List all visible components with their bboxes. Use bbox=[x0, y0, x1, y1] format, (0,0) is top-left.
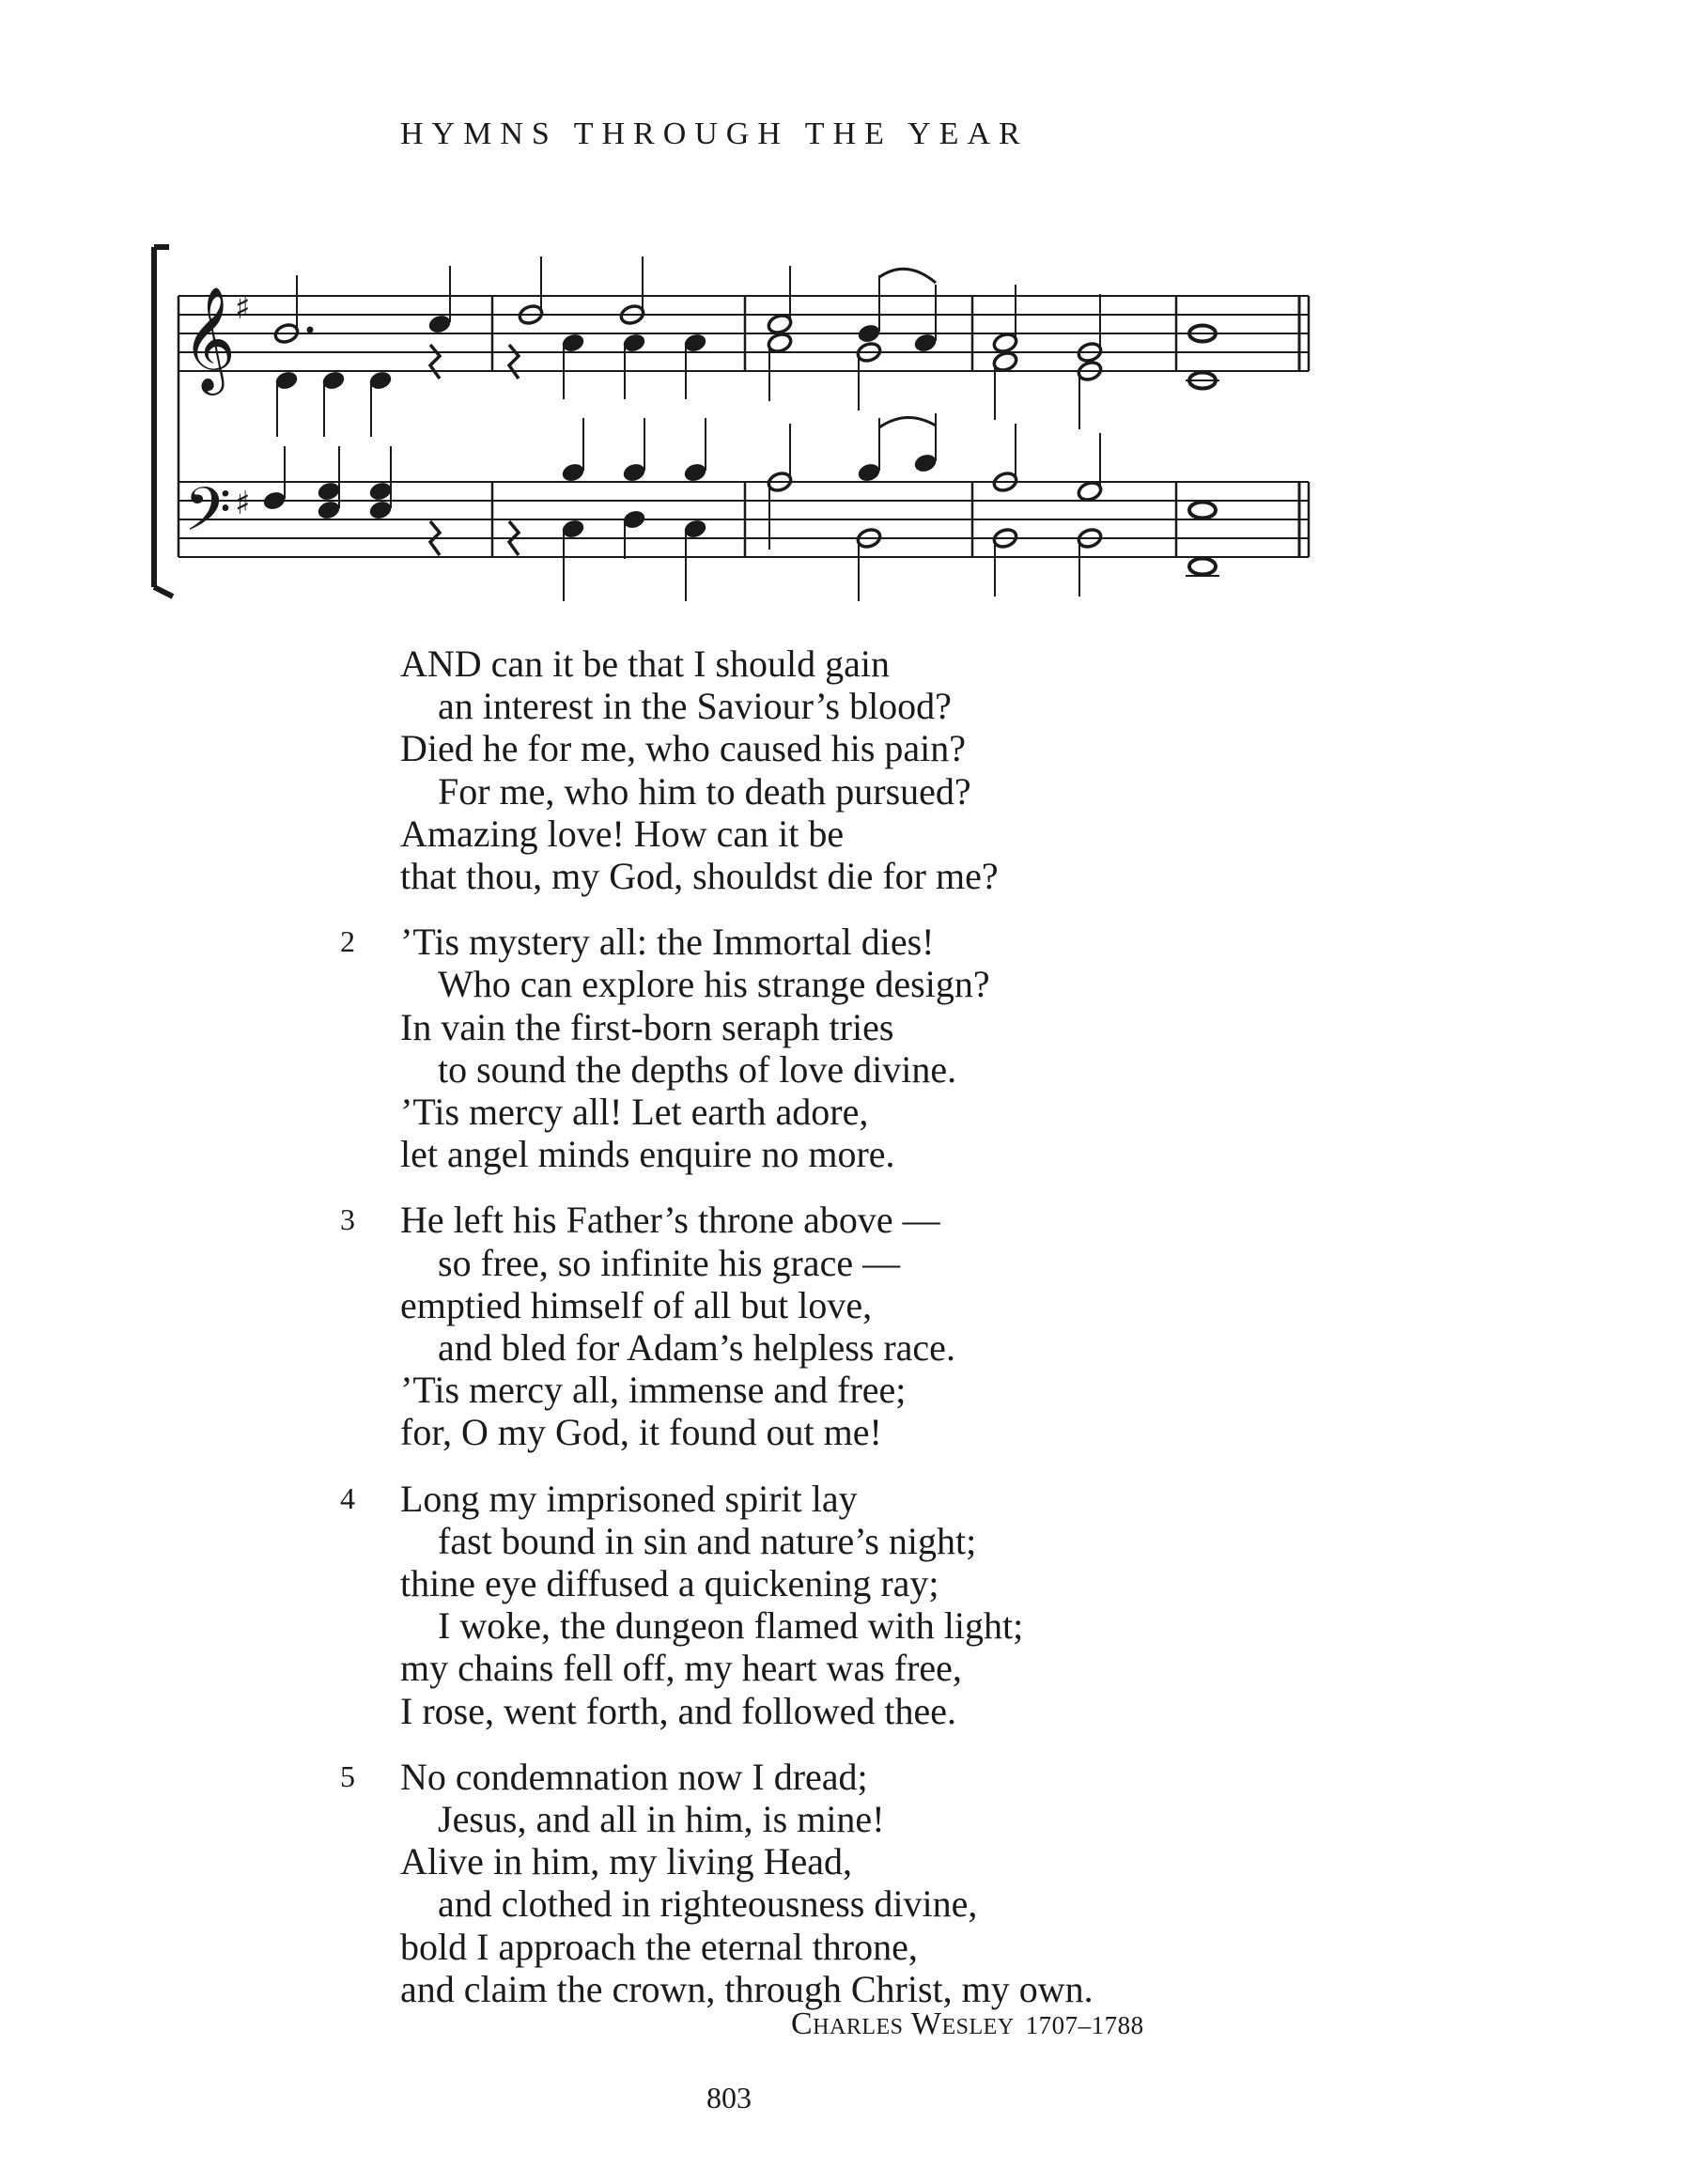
verse-line: Amazing love! How can it be bbox=[400, 812, 845, 855]
verse-number: 3 bbox=[340, 1202, 355, 1237]
verse-line: ’Tis mercy all, immense and free; bbox=[400, 1369, 907, 1412]
verse-line: In vain the first-born seraph tries bbox=[400, 1005, 894, 1048]
verse-line: thine eye diffused a quickening ray; bbox=[400, 1562, 939, 1605]
system-bracket bbox=[154, 247, 173, 596]
verse-line: AND can it be that I should gain bbox=[400, 643, 890, 685]
running-head: HYMNS THROUGH THE YEAR bbox=[400, 116, 1029, 151]
music-score bbox=[141, 240, 1329, 601]
verse-line: Jesus, and all in him, is mine! bbox=[438, 1798, 885, 1841]
verse-line: ’Tis mercy all! Let earth adore, bbox=[400, 1091, 869, 1134]
verse-line: that thou, my God, shouldst die for me? bbox=[400, 855, 999, 898]
verse-line: to sound the depths of love divine. bbox=[438, 1047, 957, 1091]
verse-line: bold I approach the eternal throne, bbox=[400, 1925, 918, 1968]
verse-5 bbox=[340, 1756, 1094, 2010]
verse-line: Died he for me, who caused his pain? bbox=[400, 727, 967, 770]
verse-line: my chains fell off, my heart was free, bbox=[400, 1647, 962, 1690]
verse-4 bbox=[340, 1478, 1094, 1732]
treble-clef-icon: 𝄞 bbox=[182, 286, 236, 391]
treble-sharp-icon: ♯ bbox=[235, 289, 251, 327]
author-name: Charles Wesley bbox=[791, 2006, 1015, 2041]
hymn-text bbox=[340, 643, 1094, 2034]
verse-line: an interest in the Saviour’s blood? bbox=[438, 685, 952, 728]
verse-line: and claim the crown, through Christ, my own. bbox=[400, 1967, 1094, 2010]
author-attribution bbox=[791, 2006, 1144, 2042]
verse-line: let angel minds enquire no more. bbox=[400, 1133, 895, 1176]
verse-line: so free, so infinite his grace — bbox=[438, 1241, 901, 1284]
author-dates: 1707–1788 bbox=[1025, 2011, 1144, 2039]
verse-line: No condemnation now I dread; bbox=[400, 1755, 868, 1798]
verse-1 bbox=[340, 643, 1094, 897]
verse-3 bbox=[340, 1199, 1094, 1453]
bass-sharp-icon: ♯ bbox=[235, 485, 251, 522]
bass-clef-icon: 𝄢 bbox=[184, 475, 232, 560]
verse-line: fast bound in sin and nature’s night; bbox=[438, 1519, 977, 1562]
verse-line: Alive in him, my living Head, bbox=[400, 1840, 853, 1883]
verse-line: He left his Father’s throne above — bbox=[400, 1199, 940, 1242]
verse-line: and clothed in righteousness divine, bbox=[438, 1882, 978, 1926]
verse-line: ’Tis mystery all: the Immortal dies! bbox=[400, 921, 935, 964]
verse-line: For me, who him to death pursued? bbox=[438, 769, 971, 813]
verse-number: 5 bbox=[340, 1758, 355, 1793]
verse-line: I rose, went forth, and followed thee. bbox=[400, 1689, 957, 1732]
verse-2 bbox=[340, 921, 1094, 1175]
verse-number: 2 bbox=[340, 924, 355, 959]
verse-line: and bled for Adam’s helpless race. bbox=[438, 1326, 955, 1370]
verse-number: 4 bbox=[340, 1480, 355, 1515]
verse-line: emptied himself of all but love, bbox=[400, 1283, 873, 1326]
verse-line: for, O my God, it found out me! bbox=[400, 1411, 882, 1454]
verse-line: Who can explore his strange design? bbox=[438, 963, 990, 1006]
page-number: 803 bbox=[706, 2081, 752, 2114]
verse-line: Long my imprisoned spirit lay bbox=[400, 1477, 858, 1520]
verse-line: I woke, the dungeon flamed with light; bbox=[438, 1604, 1024, 1648]
